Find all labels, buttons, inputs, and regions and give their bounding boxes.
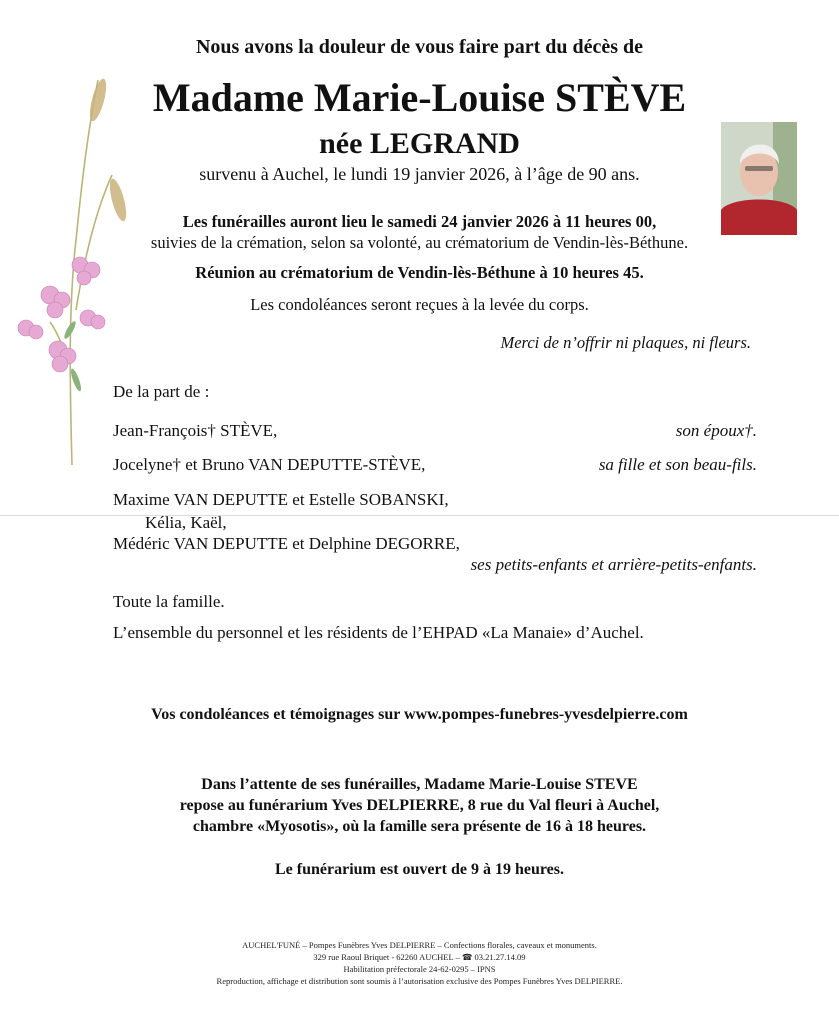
meeting-time: Réunion au crématorium de Vendin-lès-Béthune à 10 heures 45. bbox=[195, 263, 644, 282]
grandchildren-relation: ses petits-enfants et arrière-petits-enfants. bbox=[470, 555, 757, 574]
ehpad-staff: L’ensemble du personnel et les résidents de l’EHPAD «La Manaie» d’Auchel. bbox=[113, 623, 644, 642]
footer-reproduction: Reproduction, affichage et distribution sont soumis à l’autorisation exclusive des Pompes Funèbres Yves DELPIERRE. bbox=[216, 976, 623, 986]
funeral-line-1: Les funérailles auront lieu le samedi 24 janvier 2026 à 11 heures 00, bbox=[182, 212, 657, 231]
family-row-relation: son époux†. bbox=[675, 421, 757, 440]
fold-line bbox=[0, 515, 839, 516]
whole-family: Toute la famille. bbox=[113, 592, 225, 611]
maiden-name: née LEGRAND bbox=[319, 127, 520, 160]
family-intro: De la part de : bbox=[113, 382, 210, 401]
death-notice: survenu à Auchel, le lundi 19 janvier 2026, à l’âge de 90 ans. bbox=[199, 164, 640, 184]
family-row-names: Jocelyne† et Bruno VAN DEPUTTE-STÈVE, bbox=[113, 455, 426, 474]
rest-line-3: chambre «Myosotis», où la famille sera présente de 16 à 18 heures. bbox=[192, 818, 647, 835]
footer-habilitation: Habilitation préfectorale 24-62-0295 – IPNS bbox=[343, 964, 496, 974]
funeral-line-2: suivies de la crémation, selon sa volonté, au crématorium de Vendin-lès-Béthune. bbox=[150, 233, 689, 252]
grandchildren-line-3: Médéric VAN DEPUTTE et Delphine DEGORRE, bbox=[113, 534, 460, 553]
rest-line-1: Dans l’attente de ses funérailles, Madame Marie-Louise STEVE bbox=[201, 776, 638, 793]
condolences-website: Vos condoléances et témoignages sur www.pompes-funebres-yvesdelpierre.com bbox=[151, 706, 688, 723]
footer-address: 329 rue Raoul Briquet - 62260 AUCHEL – ☎ 03.21.27.14.09 bbox=[313, 952, 526, 962]
footer-company: AUCHEL'FUNÉ – Pompes Funèbres Yves DELPIERRE – Confections florales, caveaux et monuments. bbox=[242, 940, 597, 950]
grandchildren-line-2: Kélia, Kaël, bbox=[145, 513, 227, 532]
rest-line-2: repose au funérarium Yves DELPIERRE, 8 rue du Val fleuri à Auchel, bbox=[179, 797, 660, 814]
family-row-names: Jean-François† STÈVE, bbox=[113, 421, 278, 440]
deceased-name: Madame Marie-Louise STÈVE bbox=[152, 75, 687, 120]
no-flowers-note: Merci de n’offrir ni plaques, ni fleurs. bbox=[500, 333, 751, 352]
funerarium-hours: Le funérarium est ouvert de 9 à 19 heures. bbox=[275, 861, 564, 878]
family-row-relation: sa fille et son beau-fils. bbox=[598, 455, 757, 474]
condolences-note: Les condoléances seront reçues à la levée du corps. bbox=[250, 295, 589, 314]
intro-line: Nous avons la douleur de vous faire part du décès de bbox=[195, 36, 644, 58]
grandchildren-line-1: Maxime VAN DEPUTTE et Estelle SOBANSKI, bbox=[113, 490, 449, 509]
